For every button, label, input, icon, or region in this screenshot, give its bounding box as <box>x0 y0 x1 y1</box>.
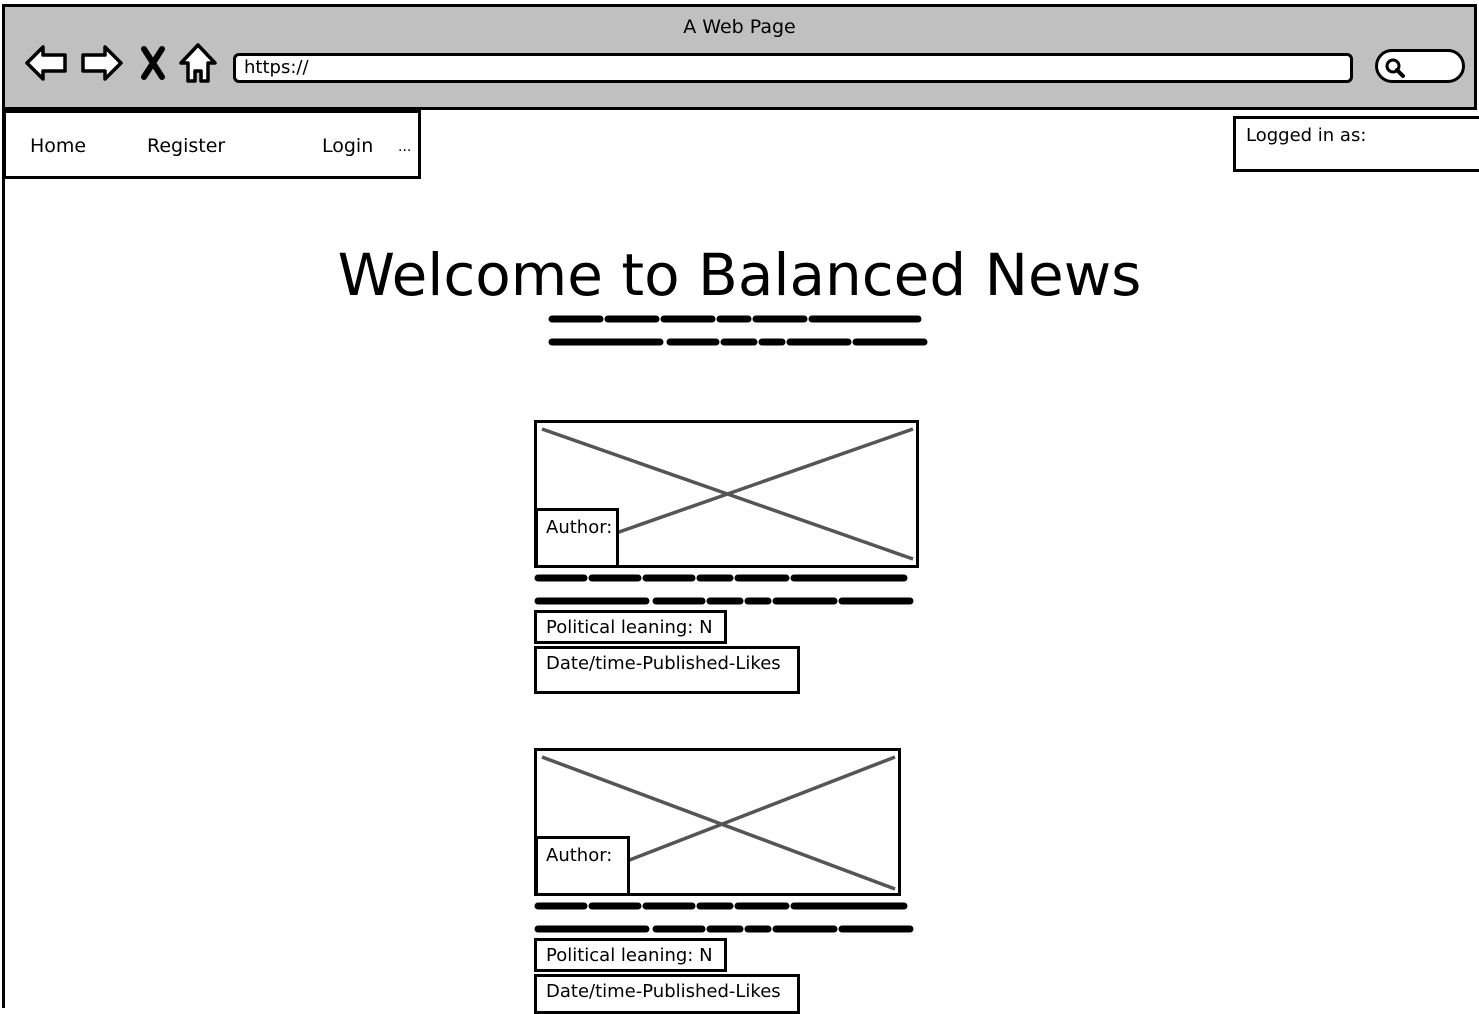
hero-placeholder-text <box>548 310 928 352</box>
political-leaning-badge: Political leaning: N <box>534 610 727 644</box>
logged-in-status <box>1233 116 1479 172</box>
article-meta: Date/time-Published-Likes <box>534 646 800 694</box>
window-title: A Web Page <box>683 16 796 38</box>
main-menu <box>3 110 421 179</box>
menu-item-home[interactable]: Home <box>30 135 87 157</box>
search-icon <box>1384 57 1406 79</box>
political-leaning-badge: Political leaning: N <box>534 938 727 972</box>
logged-in-label: Logged in as: <box>1246 125 1367 146</box>
article-image[interactable] <box>534 748 901 896</box>
menu-item-more[interactable]: ... <box>398 139 412 155</box>
article-meta: Date/time-Published-Likes <box>534 974 800 1014</box>
url-input[interactable]: https:// <box>233 53 1353 83</box>
browser-toolbar <box>2 4 1477 110</box>
article-image[interactable] <box>534 420 919 568</box>
menu-item-register[interactable]: Register <box>147 135 226 157</box>
author-label: Author: <box>535 836 630 896</box>
stop-icon[interactable] <box>135 41 171 85</box>
article-placeholder-text <box>534 898 914 938</box>
back-arrow-icon[interactable] <box>23 41 69 85</box>
menu-item-login[interactable]: Login <box>322 135 374 157</box>
browser-search[interactable] <box>1375 49 1465 83</box>
forward-arrow-icon[interactable] <box>79 41 125 85</box>
article-placeholder-text <box>534 570 914 610</box>
page-title: Welcome to Balanced News <box>337 241 1142 309</box>
home-icon[interactable] <box>177 41 219 85</box>
author-label: Author: <box>535 508 619 568</box>
